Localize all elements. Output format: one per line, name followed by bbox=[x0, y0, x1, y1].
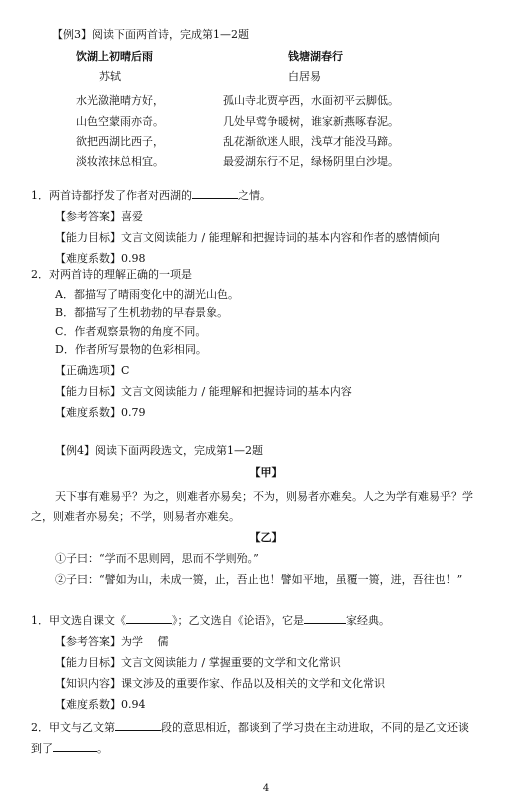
poem1-line: 山色空蒙雨亦奇。 bbox=[76, 115, 164, 128]
passage-yi-line: ①子曰：“学而不思则罔，思而不学则殆。” bbox=[55, 552, 259, 565]
poem2-author: 白居易 bbox=[288, 70, 321, 83]
ex3-q1-answer: 【参考答案】喜爱 bbox=[55, 210, 143, 223]
ex4-q1-answer: 【参考答案】为学 儒 bbox=[55, 635, 169, 648]
ex4-q1-stem-b: 》；乙文选自《论语》，它是 bbox=[172, 614, 304, 627]
ex4-header: 【例4】阅读下面两段选文，完成第1—2题 bbox=[55, 444, 263, 457]
answer-blank bbox=[192, 187, 238, 199]
option-d: D．作者所写景物的色彩相同。 bbox=[55, 343, 207, 356]
passage-jia-line: 天下事有难易乎？为之，则难者亦易矣；不为，则易者亦难矣。人之为学有难易乎？学 bbox=[55, 490, 473, 503]
ex3-q1-stem bbox=[31, 187, 271, 202]
ex3-q2-stem: 2．对两首诗的理解正确的一项是 bbox=[31, 268, 192, 281]
poem2-line: 最爱湖东行不足，绿杨阴里白沙堤。 bbox=[223, 155, 399, 168]
ex4-q2-stem-d: 。 bbox=[97, 742, 108, 755]
page-number: 4 bbox=[262, 783, 270, 794]
passage-yi-title: 【乙】 bbox=[249, 531, 283, 544]
option-b: B．都描写了生机勃勃的早春景象。 bbox=[55, 306, 229, 319]
ex3-q2-goal: 【能力目标】文言文阅读能力 / 能理解和把握诗词的基本内容 bbox=[55, 385, 352, 398]
ex4-q2-stem-a: 2．甲文与乙文第 bbox=[31, 721, 115, 734]
passage-jia-line: 之，则难者亦易矣；不学，则易者亦难矣。 bbox=[31, 510, 240, 523]
poem1-author: 苏轼 bbox=[99, 70, 121, 83]
ex4-q1-stem-a: 1．甲文选自课文《 bbox=[31, 614, 126, 627]
poem1-title: 饮湖上初晴后雨 bbox=[76, 50, 153, 63]
answer-blank bbox=[115, 719, 161, 731]
ex4-q2-stem bbox=[31, 719, 469, 734]
ex3-q1-goal: 【能力目标】文言文阅读能力 / 能理解和把握诗词的基本内容和作者的感情倾向 bbox=[55, 231, 440, 244]
ex3-q2-difficulty: 【难度系数】0.79 bbox=[55, 406, 146, 419]
ex4-q1-stem bbox=[31, 612, 390, 627]
answer-blank bbox=[304, 612, 346, 624]
poem1-line: 淡妆浓抹总相宜。 bbox=[76, 155, 164, 168]
passage-yi-line: ②子曰：“譬如为山，未成一篑，止，吾止也！譬如平地，虽覆一篑，进，吾往也！” bbox=[55, 573, 463, 586]
ex4-q2-stem-b: 段的意思相近，都谈到了学习贵在主动进取，不同的是乙文还谈 bbox=[161, 721, 469, 734]
ex3-q1-stem-a: 1．两首诗都抒发了作者对西湖的 bbox=[31, 189, 192, 202]
ex3-q2-answer: 【正确选项】C bbox=[55, 364, 130, 377]
answer-blank bbox=[126, 612, 172, 624]
ex3-q1-difficulty: 【难度系数】0.98 bbox=[55, 252, 146, 265]
poem1-line: 水光潋滟晴方好， bbox=[76, 94, 164, 107]
poem2-line: 孤山寺北贾亭西，水面初平云脚低。 bbox=[223, 94, 399, 107]
option-c: C．作者观察景物的角度不同。 bbox=[55, 325, 207, 338]
poem1-line: 欲把西湖比西子， bbox=[76, 135, 164, 148]
poem2-line: 乱花渐欲迷人眼，浅草才能没马蹄。 bbox=[223, 135, 399, 148]
passage-jia-title: 【甲】 bbox=[249, 466, 283, 479]
ex3-q1-stem-b: 之情。 bbox=[238, 189, 271, 202]
answer-blank bbox=[53, 740, 97, 752]
poem2-title: 钱塘湖春行 bbox=[288, 50, 343, 63]
option-a: A．都描写了晴雨变化中的湖光山色。 bbox=[55, 288, 239, 301]
ex4-q2-stem-c: 到了 bbox=[31, 742, 53, 755]
ex4-q1-stem-c: 家经典。 bbox=[346, 614, 390, 627]
ex4-q1-difficulty: 【难度系数】0.94 bbox=[55, 698, 146, 711]
ex4-q2-stem-continued bbox=[31, 740, 108, 755]
ex4-q1-content: 【知识内容】课文涉及的重要作家、作品以及相关的文学和文化常识 bbox=[55, 677, 385, 690]
ex3-header: 【例3】阅读下面两首诗，完成第1—2题 bbox=[52, 28, 249, 41]
poem2-line: 几处早莺争暖树，谁家新燕啄春泥。 bbox=[223, 115, 399, 128]
ex4-q1-goal: 【能力目标】文言文阅读能力 / 掌握重要的文学和文化常识 bbox=[55, 656, 341, 669]
